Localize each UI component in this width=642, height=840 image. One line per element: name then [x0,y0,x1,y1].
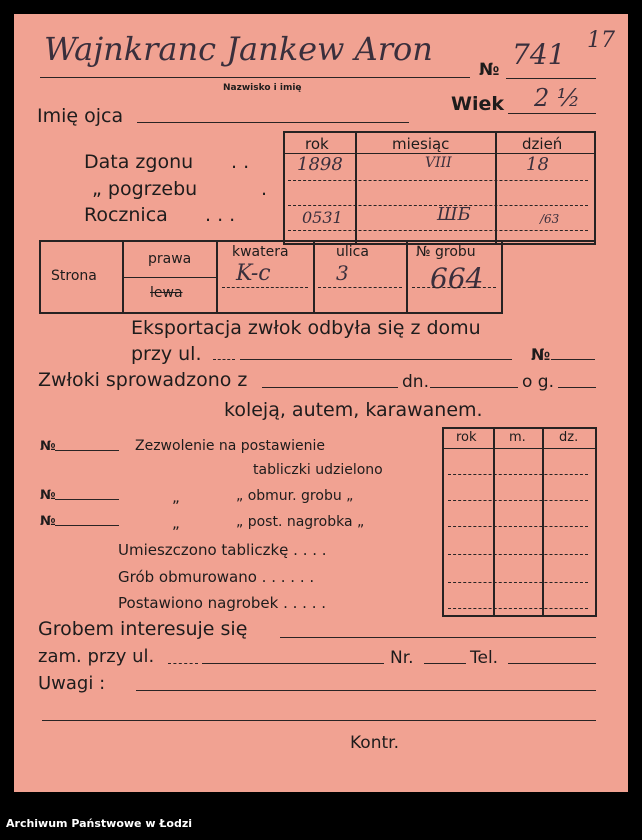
control-label: Kontr. [350,733,399,753]
permits-div-1 [493,427,495,615]
permit-no-2: № [40,488,56,503]
anniv-row-line [288,230,588,231]
burial-dots: . [261,178,268,200]
interested-line [280,637,596,638]
permits-row-2 [448,500,588,501]
permit-no-1-line [55,450,119,451]
export-street-line-a [213,359,235,360]
surname-handwritten: Wajnkranc Jankew Aron [44,30,433,68]
tel-line [508,663,596,664]
anniversary-dots: . . . [205,204,236,226]
brought-hour-line [558,387,596,388]
death-year: 1898 [297,154,343,175]
permit-no-2-line [55,499,119,500]
brought-day-label: dn. [402,372,429,392]
remarks-line-2 [42,720,596,721]
permits-row-1 [448,474,588,475]
street-value: 3 [336,261,349,285]
anniv-month: ШБ [437,204,471,225]
permit-row6: Postawiono nagrobek . . . . . [118,594,326,612]
anniv-year: 0531 [302,208,343,227]
name-label: Nazwisko i imię [223,83,302,93]
death-label: Data zgonu [84,151,194,173]
permit-row5: Grób obmurowano . . . . . . [118,568,315,586]
number-value: 741 [512,38,566,71]
burial-label: „ pogrzebu [92,178,198,200]
permit-no-1: № [40,439,56,454]
death-row-line [288,180,588,181]
brought-line [262,387,398,388]
grave-no-label: № grobu [416,244,476,260]
permit-row4: Umieszczono tabliczkę . . . . [118,541,327,559]
remarks-line-1 [136,690,596,691]
export-street-line-b [240,359,512,360]
address-line-b [202,663,384,664]
brought-day-line [430,387,518,388]
age-line [508,113,596,114]
permits-header-line [442,448,595,449]
anniv-day: /63 [540,212,560,226]
permits-row-5 [448,582,588,583]
export-line: Eksportacja zwłok odbyła się z domu [131,317,481,339]
quarter-value: K-c [236,261,271,286]
remarks-label: Uwagi : [38,673,106,694]
export-no-line [551,359,595,360]
grave-no-value: 664 [430,262,484,295]
side-label: Strona [51,268,97,284]
permit-row2-ditto: „ [172,488,180,506]
location-div-1 [122,240,124,312]
permit-row3-ditto: „ [172,514,180,532]
export-street-label: przy ul. [131,343,202,365]
permits-row-3 [448,526,588,527]
father-label: Imię ojca [37,105,124,127]
street-line [318,287,402,288]
permits-row-4 [448,554,588,555]
location-side-split [122,277,216,278]
permits-col-month: m. [509,430,526,445]
age-label: Wiek [451,93,504,115]
quarter-label: kwatera [232,244,289,260]
dates-col-divider-1 [355,131,357,243]
nr-label: Nr. [390,648,414,668]
grave-line [412,287,496,288]
surname-line [40,77,470,78]
address-line-a [168,663,198,664]
anniversary-label: Rocznica [84,204,168,226]
tel-label: Tel. [470,648,499,668]
transport-means: koleją, autem, karawanem. [224,399,483,421]
death-day: 18 [526,154,549,175]
address-label: zam. przy ul. [38,646,155,667]
interested-label: Grobem interesuje się [38,618,248,640]
permit-row1b: tabliczki udzielono [253,462,383,478]
brought-label: Zwłoki sprowadzono z [38,369,248,391]
permit-no-3-line [55,525,119,526]
dates-col-day: dzień [522,135,563,153]
number-label: № [479,60,500,80]
death-month: VIII [425,155,452,171]
permit-row1a: Zezwolenie na postawienie [135,438,325,454]
location-div-4 [406,240,408,312]
permit-no-3: № [40,514,56,529]
permit-row2: „ obmur. grobu „ [236,488,354,504]
dates-col-year: rok [305,135,329,153]
right-label: prawa [148,251,192,267]
permits-col-day: dz. [559,430,579,445]
export-no-label: № [531,345,551,364]
location-div-2 [216,240,218,312]
dates-col-divider-2 [495,131,497,243]
brought-hour-label: o g. [522,372,554,392]
permits-col-year: rok [456,430,477,445]
dates-col-month: miesiąc [392,135,450,153]
left-label: lewa [150,285,183,301]
nr-line [424,663,466,664]
permits-table [442,427,597,617]
number-line [506,78,596,79]
permit-row3: „ post. nagrobka „ [236,514,365,530]
number-extra: 17 [587,28,615,53]
quarter-line [222,287,308,288]
permits-div-2 [542,427,544,615]
location-div-3 [313,240,315,312]
age-value: 2 ½ [534,84,581,112]
archive-caption: Archiwum Państwowe w Łodzi [6,817,193,830]
father-line [137,122,409,123]
permits-row-6 [448,608,588,609]
street-label: ulica [336,244,369,260]
death-dots: . . [231,151,250,173]
